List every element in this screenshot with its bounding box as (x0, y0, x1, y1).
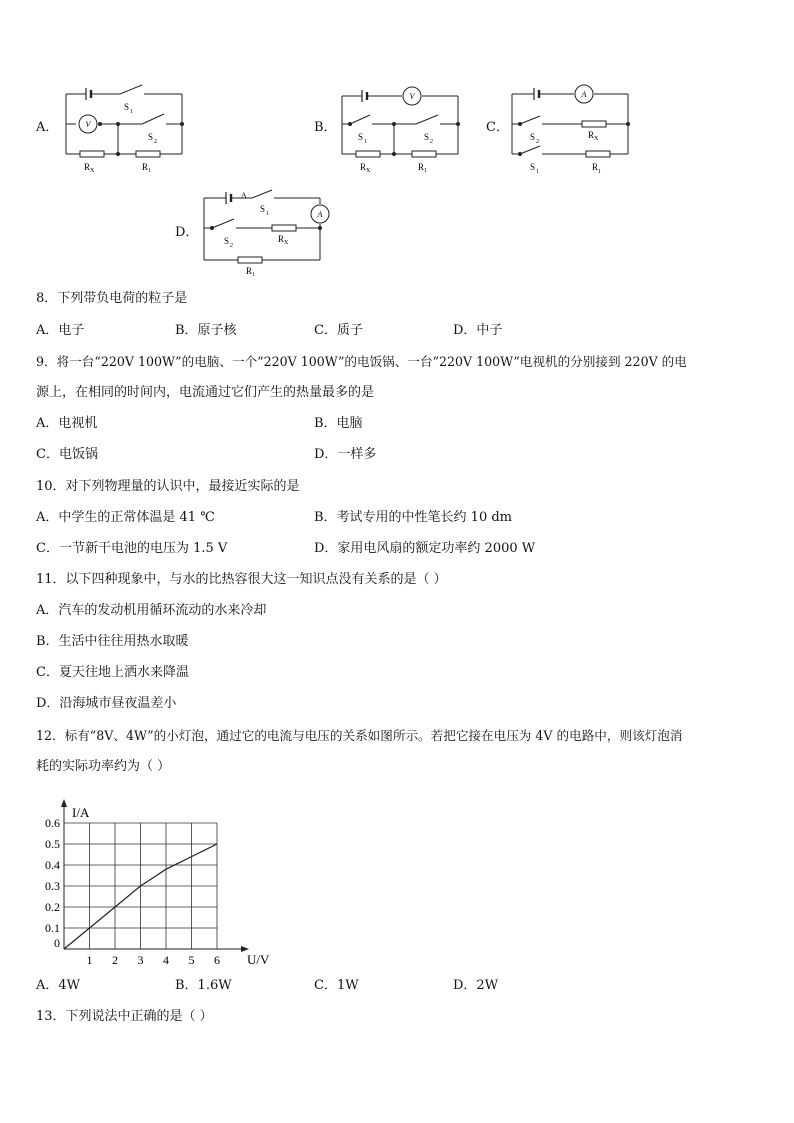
question-8-stem: 8．下列带负电荷的粒子是 (36, 291, 188, 306)
y-tick-label: 0 (54, 936, 60, 950)
svg-text:X: X (284, 240, 289, 246)
q10-option-d[interactable]: D．家用电风扇的额定功率约 2000 W (314, 541, 536, 556)
q12-option-a[interactable]: A．4W (36, 978, 81, 993)
ammeter-d: A (317, 210, 323, 219)
q12-option-d[interactable]: D．2W (453, 978, 499, 993)
q7-option-c-label: C． (486, 120, 509, 135)
svg-text:R: R (84, 162, 91, 172)
svg-text:2: 2 (430, 139, 433, 145)
question-12-stem-line1: 12．标有“8V、4W”的小灯泡，通过它的电流与电压的关系如图所示。若把它接在电压为 4V 的电路中，则该灯泡消 (36, 728, 683, 743)
svg-text:S: S (148, 132, 154, 142)
svg-text:X: X (90, 168, 95, 174)
svg-text:R: R (418, 162, 425, 172)
svg-text:R: R (588, 130, 595, 140)
svg-text:S: S (358, 132, 364, 142)
svg-text:S: S (424, 132, 430, 142)
svg-text:R: R (246, 266, 253, 276)
svg-text:1: 1 (252, 272, 255, 278)
x-tick-label: 4 (163, 953, 169, 967)
q11-option-d[interactable]: D．沿海城市昼夜温差小 (36, 696, 177, 711)
question-11-stem: 11．以下四种现象中，与水的比热容很大这一知识点没有关系的是（ ） (36, 572, 447, 587)
question-12-stem-line2: 耗的实际功率约为（ ） (36, 759, 171, 774)
svg-text:S: S (530, 162, 536, 172)
question-9-stem-line1: 9．将一台“220V 100W”的电脑、一个“220V 100W”的电饭锅、一台“220V 100W”电视机的分别接到 220V 的电 (36, 354, 687, 369)
q8-option-a[interactable]: A．电子 (36, 323, 85, 338)
circuit-diagram-d (198, 184, 338, 278)
svg-text:X: X (366, 168, 371, 174)
iv-curve-chart (30, 788, 280, 970)
svg-text:R: R (278, 234, 285, 244)
x-tick-label: 6 (214, 953, 220, 967)
voltmeter-b: V (409, 92, 415, 101)
x-axis-label: U/V (247, 952, 270, 967)
svg-text:S: S (224, 236, 230, 246)
svg-text:2: 2 (536, 139, 539, 145)
svg-text:S: S (260, 204, 266, 214)
circuit-diagram-b (336, 78, 466, 176)
q7-option-a-label: A． (36, 120, 59, 135)
y-tick-label: 0.1 (45, 921, 60, 935)
question-10-stem: 10．对下列物理量的认识中，最接近实际的是 (36, 479, 300, 494)
svg-text:1: 1 (130, 109, 133, 115)
x-tick-label: 1 (86, 953, 93, 967)
x-tick-label: 5 (188, 953, 195, 967)
svg-text:1: 1 (364, 139, 367, 145)
q10-option-c[interactable]: C．一节新干电池的电压为 1.5 V (36, 541, 228, 556)
question-9-stem-line2: 源上，在相同的时间内，电流通过它们产生的热量最多的是 (36, 385, 375, 400)
svg-text:2: 2 (230, 243, 233, 249)
q10-option-a[interactable]: A．中学生的正常体温是 41 ℃ (36, 510, 215, 525)
q8-option-c[interactable]: C．质子 (314, 323, 363, 338)
q12-option-b[interactable]: B．1.6W (175, 978, 232, 993)
q7-option-d-label: D． (175, 225, 199, 240)
svg-text:1: 1 (148, 168, 151, 174)
q12-option-c[interactable]: C．1W (314, 978, 359, 993)
svg-text:2: 2 (154, 139, 157, 145)
y-tick-label: 0.5 (45, 837, 60, 851)
svg-text:R: R (592, 162, 599, 172)
y-tick-label: 0.3 (45, 879, 60, 893)
svg-text:R: R (360, 162, 367, 172)
svg-text:1: 1 (536, 169, 539, 175)
q11-option-c[interactable]: C．夏天往地上洒水来降温 (36, 665, 189, 680)
q7-option-b-label: B． (314, 120, 337, 135)
x-tick-label: 2 (112, 953, 118, 967)
question-13-stem: 13．下列说法中正确的是（ ） (36, 1009, 213, 1024)
q11-option-b[interactable]: B．生活中往往用热水取暖 (36, 634, 189, 649)
q11-option-a[interactable]: A．汽车的发动机用循环流动的水来冷却 (36, 603, 267, 618)
node-label-a: A (241, 191, 247, 200)
y-tick-label: 0.4 (45, 858, 60, 872)
q8-option-d[interactable]: D．中子 (453, 323, 503, 338)
q8-option-b[interactable]: B．原子核 (175, 323, 237, 338)
circuit-diagram-a (60, 78, 190, 176)
svg-text:1: 1 (424, 168, 427, 174)
q10-option-b[interactable]: B．考试专用的中性笔长约 10 dm (314, 510, 513, 525)
q9-option-b[interactable]: B．电脑 (314, 416, 363, 431)
ammeter-c: A (581, 90, 587, 99)
q9-option-c[interactable]: C．电饭锅 (36, 447, 98, 462)
y-tick-label: 0.6 (45, 816, 60, 830)
y-axis-label: I/A (72, 805, 90, 820)
circuit-diagram-c (506, 78, 636, 176)
svg-text:1: 1 (266, 211, 269, 217)
x-tick-label: 3 (137, 953, 144, 967)
q9-option-d[interactable]: D．一样多 (314, 447, 377, 462)
y-tick-label: 0.2 (45, 900, 60, 914)
y-axis-arrow (61, 799, 67, 807)
svg-text:X: X (594, 136, 599, 142)
svg-text:R: R (142, 162, 149, 172)
svg-text:S: S (530, 132, 536, 142)
svg-text:S: S (124, 102, 130, 112)
voltmeter-a: V (85, 120, 91, 129)
q9-option-a[interactable]: A．电视机 (36, 416, 98, 431)
svg-text:1: 1 (598, 169, 601, 175)
